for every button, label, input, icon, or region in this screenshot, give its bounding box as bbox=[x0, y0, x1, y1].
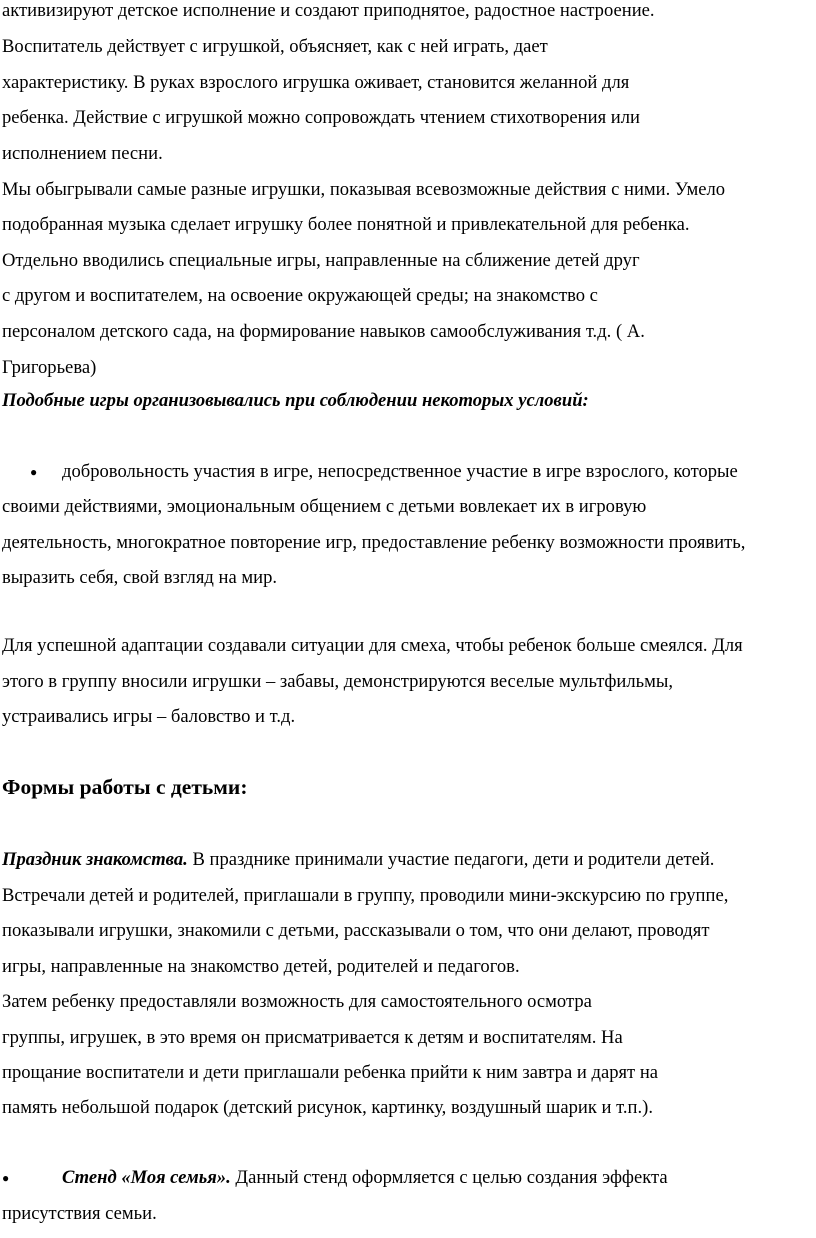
stand-line-2: присутствия семьи. bbox=[2, 1203, 157, 1224]
paragraph-1-line-5: исполнением песни. bbox=[2, 143, 163, 164]
conditions-heading: Подобные игры организовывались при соблюдении некоторых условий: bbox=[2, 390, 589, 411]
holiday-line-2: Встречали детей и родителей, приглашали в группу, проводили мини-экскурсию по группе, bbox=[2, 885, 729, 906]
holiday-line-7: прощание воспитатели и дети приглашали ребенка прийти к ним завтра и дарят на bbox=[2, 1062, 659, 1083]
paragraph-3-line-1: Для успешной адаптации создавали ситуации для смеха, чтобы ребенок больше смеялся. Для bbox=[2, 635, 743, 656]
paragraph-3-line-3: устраивались игры – баловство и т.д. bbox=[2, 706, 296, 727]
paragraph-2-line-1: Мы обыгрывали самые разные игрушки, показывая всевозможные действия с ними. Умело bbox=[2, 179, 726, 200]
holiday-line-5: Затем ребенку предоставляли возможность для самостоятельного осмотра bbox=[2, 991, 592, 1012]
stand-line-1 bbox=[62, 1167, 668, 1189]
holiday-line-6: группы, игрушек, в это время он присматривается к детям и воспитателям. На bbox=[2, 1027, 623, 1048]
stand-title: Стенд «Моя семья». bbox=[62, 1167, 231, 1188]
paragraph-2-line-2: подобранная музыка сделает игрушку более понятной и привлекательной для ребенка. bbox=[2, 214, 690, 235]
paragraph-2-line-6: Григорьева) bbox=[2, 357, 97, 378]
stand-first-line-rest: Данный стенд оформляется с целью создания эффекта bbox=[230, 1167, 668, 1188]
conditions-item-line-2: своими действиями, эмоциональным общением с детьми вовлекает их в игровую bbox=[2, 496, 647, 517]
paragraph-1-line-3: характеристику. В руках взрослого игрушка оживает, становится желанной для bbox=[2, 72, 630, 93]
paragraph-1-line-2: Воспитатель действует с игрушкой, объясняет, как с ней играть, дает bbox=[2, 36, 548, 57]
paragraph-2-line-4: с другом и воспитателем, на освоение окружающей среды; на знакомство с bbox=[2, 285, 598, 306]
conditions-item-line-4: выразить себя, свой взгляд на мир. bbox=[2, 567, 278, 588]
section-heading: Формы работы с детьми: bbox=[2, 775, 248, 799]
bullet-icon bbox=[2, 1167, 9, 1189]
paragraph-3-line-2: этого в группу вносили игрушки – забавы, демонстрируются веселые мультфильмы, bbox=[2, 671, 674, 692]
paragraph-2-line-5: персоналом детского сада, на формирование навыков самообслуживания т.д. ( А. bbox=[2, 321, 645, 342]
paragraph-1-line-1: активизируют детское исполнение и создают приподнятое, радостное настроение. bbox=[2, 0, 655, 21]
paragraph-1-line-4: ребенка. Действие с игрушкой можно сопровождать чтением стихотворения или bbox=[2, 107, 640, 128]
holiday-line-8: память небольшой подарок (детский рисунок, картинку, воздушный шарик и т.п.). bbox=[2, 1097, 653, 1118]
conditions-item-line-3: деятельность, многократное повторение игр, предоставление ребенку возможности проявить, bbox=[2, 532, 746, 553]
holiday-line-3: показывали игрушки, знакомили с детьми, рассказывали о том, что они делают, проводят bbox=[2, 920, 710, 941]
holiday-first-line-rest: В празднике принимали участие педагоги, дети и родители детей. bbox=[187, 849, 715, 870]
paragraph-2-line-3: Отдельно вводились специальные игры, направленные на сближение детей друг bbox=[2, 250, 640, 271]
conditions-item-line-1: добровольность участия в игре, непосредственное участие в игре взрослого, которые bbox=[62, 461, 738, 482]
bullet-icon bbox=[30, 461, 37, 483]
holiday-line-4: игры, направленные на знакомство детей, родителей и педагогов. bbox=[2, 956, 520, 977]
holiday-line-1 bbox=[2, 849, 714, 871]
holiday-title: Праздник знакомства. bbox=[2, 849, 188, 870]
